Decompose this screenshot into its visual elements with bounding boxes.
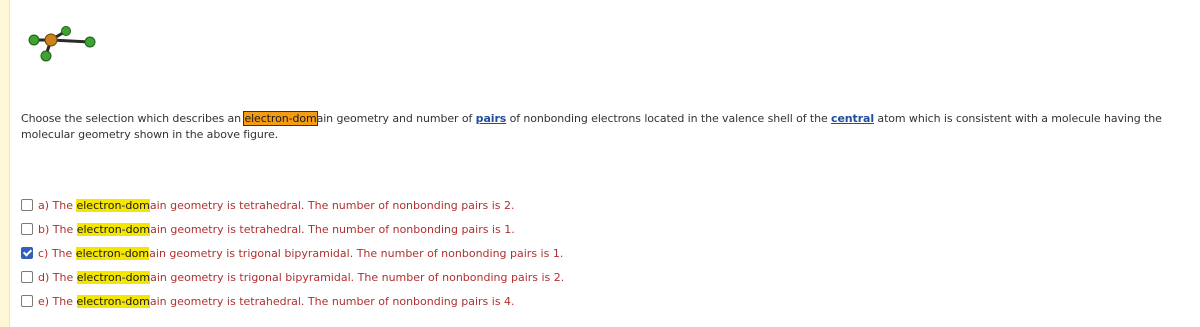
- option-d-checkbox[interactable]: [21, 271, 33, 283]
- option-e-highlight: electron-dom: [76, 294, 150, 308]
- outer-atom: [85, 37, 95, 47]
- question-part1: Choose the selection which describes an: [21, 112, 245, 125]
- central-link[interactable]: central: [831, 112, 875, 125]
- molecule-figure: [24, 20, 104, 72]
- left-margin-stripe: [0, 0, 10, 327]
- option-b-text: b) The electron-domain geometry is tetrahedral. The number of nonbonding pairs is 1.: [38, 222, 515, 236]
- question-part1b: ain geometry and number of: [316, 112, 476, 125]
- option-b-checkbox[interactable]: [21, 223, 33, 235]
- central-atom: [45, 34, 57, 46]
- option-a-checkbox[interactable]: [21, 199, 33, 211]
- option-a[interactable]: [21, 193, 564, 217]
- option-c-text: c) The electron-domain geometry is trigonal bipyramidal. The number of nonbonding pairs is 1.: [38, 246, 564, 260]
- option-d[interactable]: [21, 265, 564, 289]
- option-d-text: d) The electron-domain geometry is trigonal bipyramidal. The number of nonbonding pairs is 2.: [38, 270, 565, 284]
- option-b-highlight: electron-dom: [76, 222, 151, 236]
- option-d-highlight: electron-dom: [76, 270, 151, 284]
- option-c[interactable]: [21, 241, 564, 265]
- outer-atom: [41, 51, 51, 61]
- answer-options: [21, 193, 564, 313]
- option-e-checkbox[interactable]: [21, 295, 33, 307]
- question-highlight-box: electron-dom: [244, 112, 317, 125]
- option-a-text: a) The electron-domain geometry is tetrahedral. The number of nonbonding pairs is 2.: [38, 198, 515, 212]
- option-c-checkbox[interactable]: [21, 247, 33, 259]
- outer-atom: [29, 35, 39, 45]
- question-part3: atom which is consistent with a molecule having the molecular geometry shown in the above figure.: [21, 112, 1162, 141]
- option-c-highlight: electron-dom: [75, 246, 150, 260]
- outer-atom: [62, 27, 71, 36]
- pairs-link[interactable]: pairs: [475, 112, 507, 125]
- option-a-highlight: electron-dom: [76, 198, 150, 212]
- option-e[interactable]: [21, 289, 564, 313]
- option-b[interactable]: [21, 217, 564, 241]
- question-part2: of nonbonding electrons located in the valence shell of the: [506, 112, 832, 125]
- option-e-text: e) The electron-domain geometry is tetrahedral. The number of nonbonding pairs is 4.: [38, 294, 515, 308]
- question-text: [21, 111, 1196, 143]
